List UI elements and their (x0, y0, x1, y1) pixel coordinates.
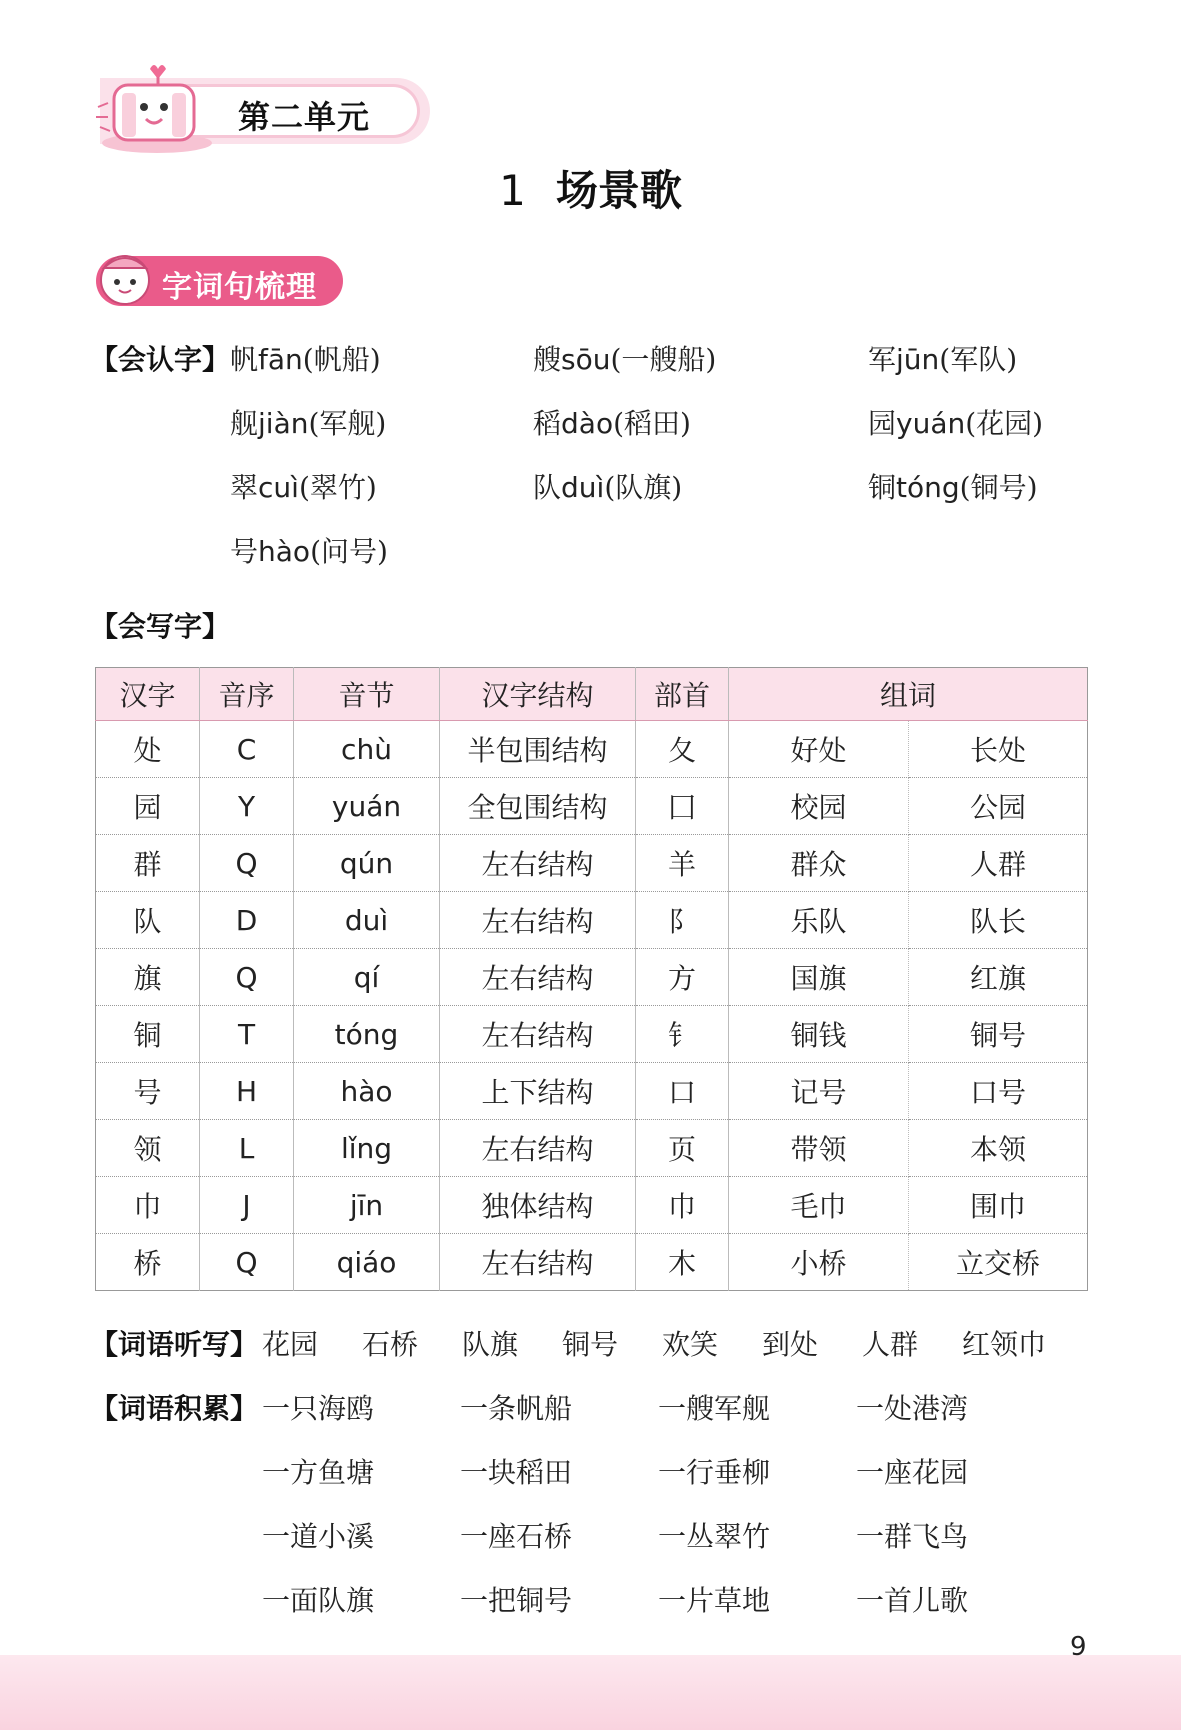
cell-bushou: 口 (636, 1063, 729, 1120)
recognize-pinyin: sōu (561, 343, 611, 376)
accumulate-phrase: 一群飞鸟 (856, 1520, 969, 1553)
dictation-word: 铜号 (562, 1328, 619, 1361)
dictation-label: 【词语听写】 (90, 1328, 259, 1361)
recognize-word: (问号) (310, 535, 388, 568)
recognize-item (230, 466, 377, 506)
cell-yinjie: qún (294, 835, 440, 892)
recognize-word: (帆船) (302, 343, 381, 376)
cell-yinjie: chù (294, 721, 440, 778)
recognize-char: 帆 (230, 343, 259, 376)
recognize-char: 军 (868, 343, 897, 376)
table-row (96, 835, 1088, 892)
page-number: 9 (1070, 1632, 1087, 1662)
cell-bushou: 钅 (636, 1006, 729, 1063)
recognize-item (230, 338, 381, 378)
recognize-word: (一艘船) (610, 343, 717, 376)
cell-bushou: 方 (636, 949, 729, 1006)
recognize-char: 队 (533, 471, 562, 504)
cell-word-2: 铜号 (909, 1006, 1088, 1063)
cell-yinxu: J (200, 1177, 294, 1234)
cell-yinxu: Q (200, 949, 294, 1006)
cell-yinxu: C (200, 721, 294, 778)
write-table (95, 667, 1088, 1291)
cell-word-1: 国旗 (729, 949, 909, 1006)
cell-word-2: 围巾 (909, 1177, 1088, 1234)
recognize-word: (花园) (965, 407, 1044, 440)
accumulate-phrase: 一道小溪 (262, 1520, 375, 1553)
dictation-word: 人群 (862, 1328, 919, 1361)
cell-yinjie: qiáo (294, 1234, 440, 1291)
cell-word-2: 口号 (909, 1063, 1088, 1120)
accumulate-phrase: 一把铜号 (460, 1584, 573, 1617)
cell-word-1: 群众 (729, 835, 909, 892)
table-row (96, 1006, 1088, 1063)
cell-word-2: 队长 (909, 892, 1088, 949)
recognize-item (533, 402, 691, 442)
recognize-word: (翠竹) (298, 471, 377, 504)
cell-word-2: 本领 (909, 1120, 1088, 1177)
recognize-char: 翠 (230, 471, 259, 504)
recognize-item (230, 402, 386, 442)
header-yinxu: 音序 (200, 668, 294, 721)
table-row (96, 778, 1088, 835)
recognize-item (868, 466, 1038, 506)
recognize-char: 稻 (533, 407, 562, 440)
cell-yinxu: Y (200, 778, 294, 835)
cell-yinjie: lǐng (294, 1120, 440, 1177)
table-row (96, 949, 1088, 1006)
accumulate-phrase: 一块稻田 (460, 1456, 573, 1489)
cell-hanzi: 队 (96, 892, 200, 949)
recognize-item (533, 338, 716, 378)
recognize-word: (队旗) (604, 471, 683, 504)
dictation-word: 花园 (262, 1328, 319, 1361)
recognize-char: 艘 (533, 343, 562, 376)
cell-bushou: 巾 (636, 1177, 729, 1234)
recognize-pinyin: duì (561, 471, 605, 504)
cell-hanzi: 巾 (96, 1177, 200, 1234)
lesson-title (0, 158, 1181, 218)
accumulate-phrase: 一艘军舰 (658, 1392, 771, 1425)
recognize-word: (稻田) (613, 407, 691, 440)
table-row (96, 1234, 1088, 1291)
cell-bushou: 囗 (636, 778, 729, 835)
recognize-char: 舰 (230, 407, 259, 440)
cell-jiegou: 半包围结构 (440, 721, 636, 778)
recognize-pinyin: jiàn (258, 407, 309, 440)
cell-hanzi: 园 (96, 778, 200, 835)
cell-yinjie: jīn (294, 1177, 440, 1234)
cell-yinjie: yuán (294, 778, 440, 835)
cell-word-1: 带领 (729, 1120, 909, 1177)
recognize-word: (铜号) (959, 471, 1038, 504)
cell-yinxu: D (200, 892, 294, 949)
cell-yinxu: T (200, 1006, 294, 1063)
cell-bushou: 阝 (636, 892, 729, 949)
cell-hanzi: 桥 (96, 1234, 200, 1291)
cell-hanzi: 旗 (96, 949, 200, 1006)
write-label: 【会写字】 (90, 610, 231, 643)
cell-yinjie: duì (294, 892, 440, 949)
cell-word-1: 铜钱 (729, 1006, 909, 1063)
accumulate-phrase: 一只海鸥 (262, 1392, 375, 1425)
cell-word-2: 红旗 (909, 949, 1088, 1006)
unit-title: 第二单元 (238, 98, 371, 136)
cell-jiegou: 左右结构 (440, 1006, 636, 1063)
cell-word-1: 记号 (729, 1063, 909, 1120)
lesson-name: 场景歌 (555, 166, 682, 215)
cell-jiegou: 全包围结构 (440, 778, 636, 835)
accumulate-phrase: 一片草地 (658, 1584, 771, 1617)
recognize-char: 园 (868, 407, 897, 440)
cell-word-1: 校园 (729, 778, 909, 835)
header-yinjie: 音节 (294, 668, 440, 721)
cell-bushou: 夂 (636, 721, 729, 778)
cell-yinjie: tóng (294, 1006, 440, 1063)
cell-jiegou: 左右结构 (440, 835, 636, 892)
table-row (96, 1063, 1088, 1120)
cell-yinxu: L (200, 1120, 294, 1177)
recognize-pinyin: cuì (258, 471, 299, 504)
table-row (96, 721, 1088, 778)
cell-hanzi: 号 (96, 1063, 200, 1120)
cell-yinxu: H (200, 1063, 294, 1120)
accumulate-phrase: 一座石桥 (460, 1520, 573, 1553)
cell-jiegou: 左右结构 (440, 949, 636, 1006)
cell-hanzi: 铜 (96, 1006, 200, 1063)
accumulate-label: 【词语积累】 (90, 1392, 259, 1425)
cell-hanzi: 处 (96, 721, 200, 778)
table-row (96, 1120, 1088, 1177)
cell-hanzi: 领 (96, 1120, 200, 1177)
header-hanzi: 汉字 (96, 668, 200, 721)
cell-yinjie: hào (294, 1063, 440, 1120)
cell-word-1: 乐队 (729, 892, 909, 949)
recognize-item (533, 466, 682, 506)
cell-jiegou: 左右结构 (440, 892, 636, 949)
cell-word-1: 好处 (729, 721, 909, 778)
recognize-item (868, 402, 1043, 442)
cell-yinxu: Q (200, 835, 294, 892)
cell-bushou: 羊 (636, 835, 729, 892)
recognize-item (230, 530, 388, 570)
dictation-word: 到处 (762, 1328, 819, 1361)
header-jiegou: 汉字结构 (440, 668, 636, 721)
cell-yinjie: qí (294, 949, 440, 1006)
recognize-pinyin: tóng (896, 471, 960, 504)
recognize-pinyin: yuán (896, 407, 966, 440)
bottom-band (0, 1655, 1181, 1730)
dictation-word: 欢笑 (662, 1328, 719, 1361)
recognize-label: 【会认字】 (90, 343, 231, 376)
cell-word-1: 毛巾 (729, 1177, 909, 1234)
cell-word-2: 人群 (909, 835, 1088, 892)
recognize-pinyin: hào (258, 535, 311, 568)
recognize-pinyin: jūn (896, 343, 940, 376)
cell-word-1: 小桥 (729, 1234, 909, 1291)
cell-bushou: 页 (636, 1120, 729, 1177)
recognize-char: 铜 (868, 471, 897, 504)
cell-jiegou: 独体结构 (440, 1177, 636, 1234)
cell-yinxu: Q (200, 1234, 294, 1291)
recognize-word: (军舰) (308, 407, 387, 440)
header-zuci: 组词 (729, 668, 1088, 721)
accumulate-phrase: 一行垂柳 (658, 1456, 771, 1489)
recognize-word: (军队) (939, 343, 1018, 376)
accumulate-phrase: 一丛翠竹 (658, 1520, 771, 1553)
accumulate-phrase: 一首儿歌 (856, 1584, 969, 1617)
dictation-word: 红领巾 (962, 1328, 1047, 1361)
recognize-pinyin: fān (258, 343, 303, 376)
cell-word-2: 公园 (909, 778, 1088, 835)
table-row (96, 1177, 1088, 1234)
recognize-item (868, 338, 1017, 378)
dictation-word: 石桥 (362, 1328, 419, 1361)
dictation-word: 队旗 (462, 1328, 519, 1361)
table-header-row (96, 668, 1088, 721)
recognize-pinyin: dào (561, 407, 614, 440)
cell-word-2: 立交桥 (956, 1247, 1041, 1280)
recognize-char: 号 (230, 535, 259, 568)
accumulate-phrase: 一条帆船 (460, 1392, 573, 1425)
table-row (96, 892, 1088, 949)
cell-word-2: 长处 (909, 721, 1088, 778)
cell-bushou: 木 (636, 1234, 729, 1291)
cell-jiegou: 左右结构 (440, 1234, 636, 1291)
cell-hanzi: 群 (96, 835, 200, 892)
mascot-head-icon (92, 244, 158, 310)
accumulate-phrase: 一面队旗 (262, 1584, 375, 1617)
accumulate-phrase: 一座花园 (856, 1456, 969, 1489)
accumulate-phrase: 一方鱼塘 (262, 1456, 375, 1489)
robot-mascot-icon (92, 55, 222, 155)
cell-jiegou: 上下结构 (440, 1063, 636, 1120)
cell-jiegou: 左右结构 (440, 1120, 636, 1177)
lesson-number: 1 (499, 166, 526, 215)
section-title: 字词句梳理 (162, 270, 317, 305)
accumulate-phrase: 一处港湾 (856, 1392, 969, 1425)
header-bushou: 部首 (636, 668, 729, 721)
